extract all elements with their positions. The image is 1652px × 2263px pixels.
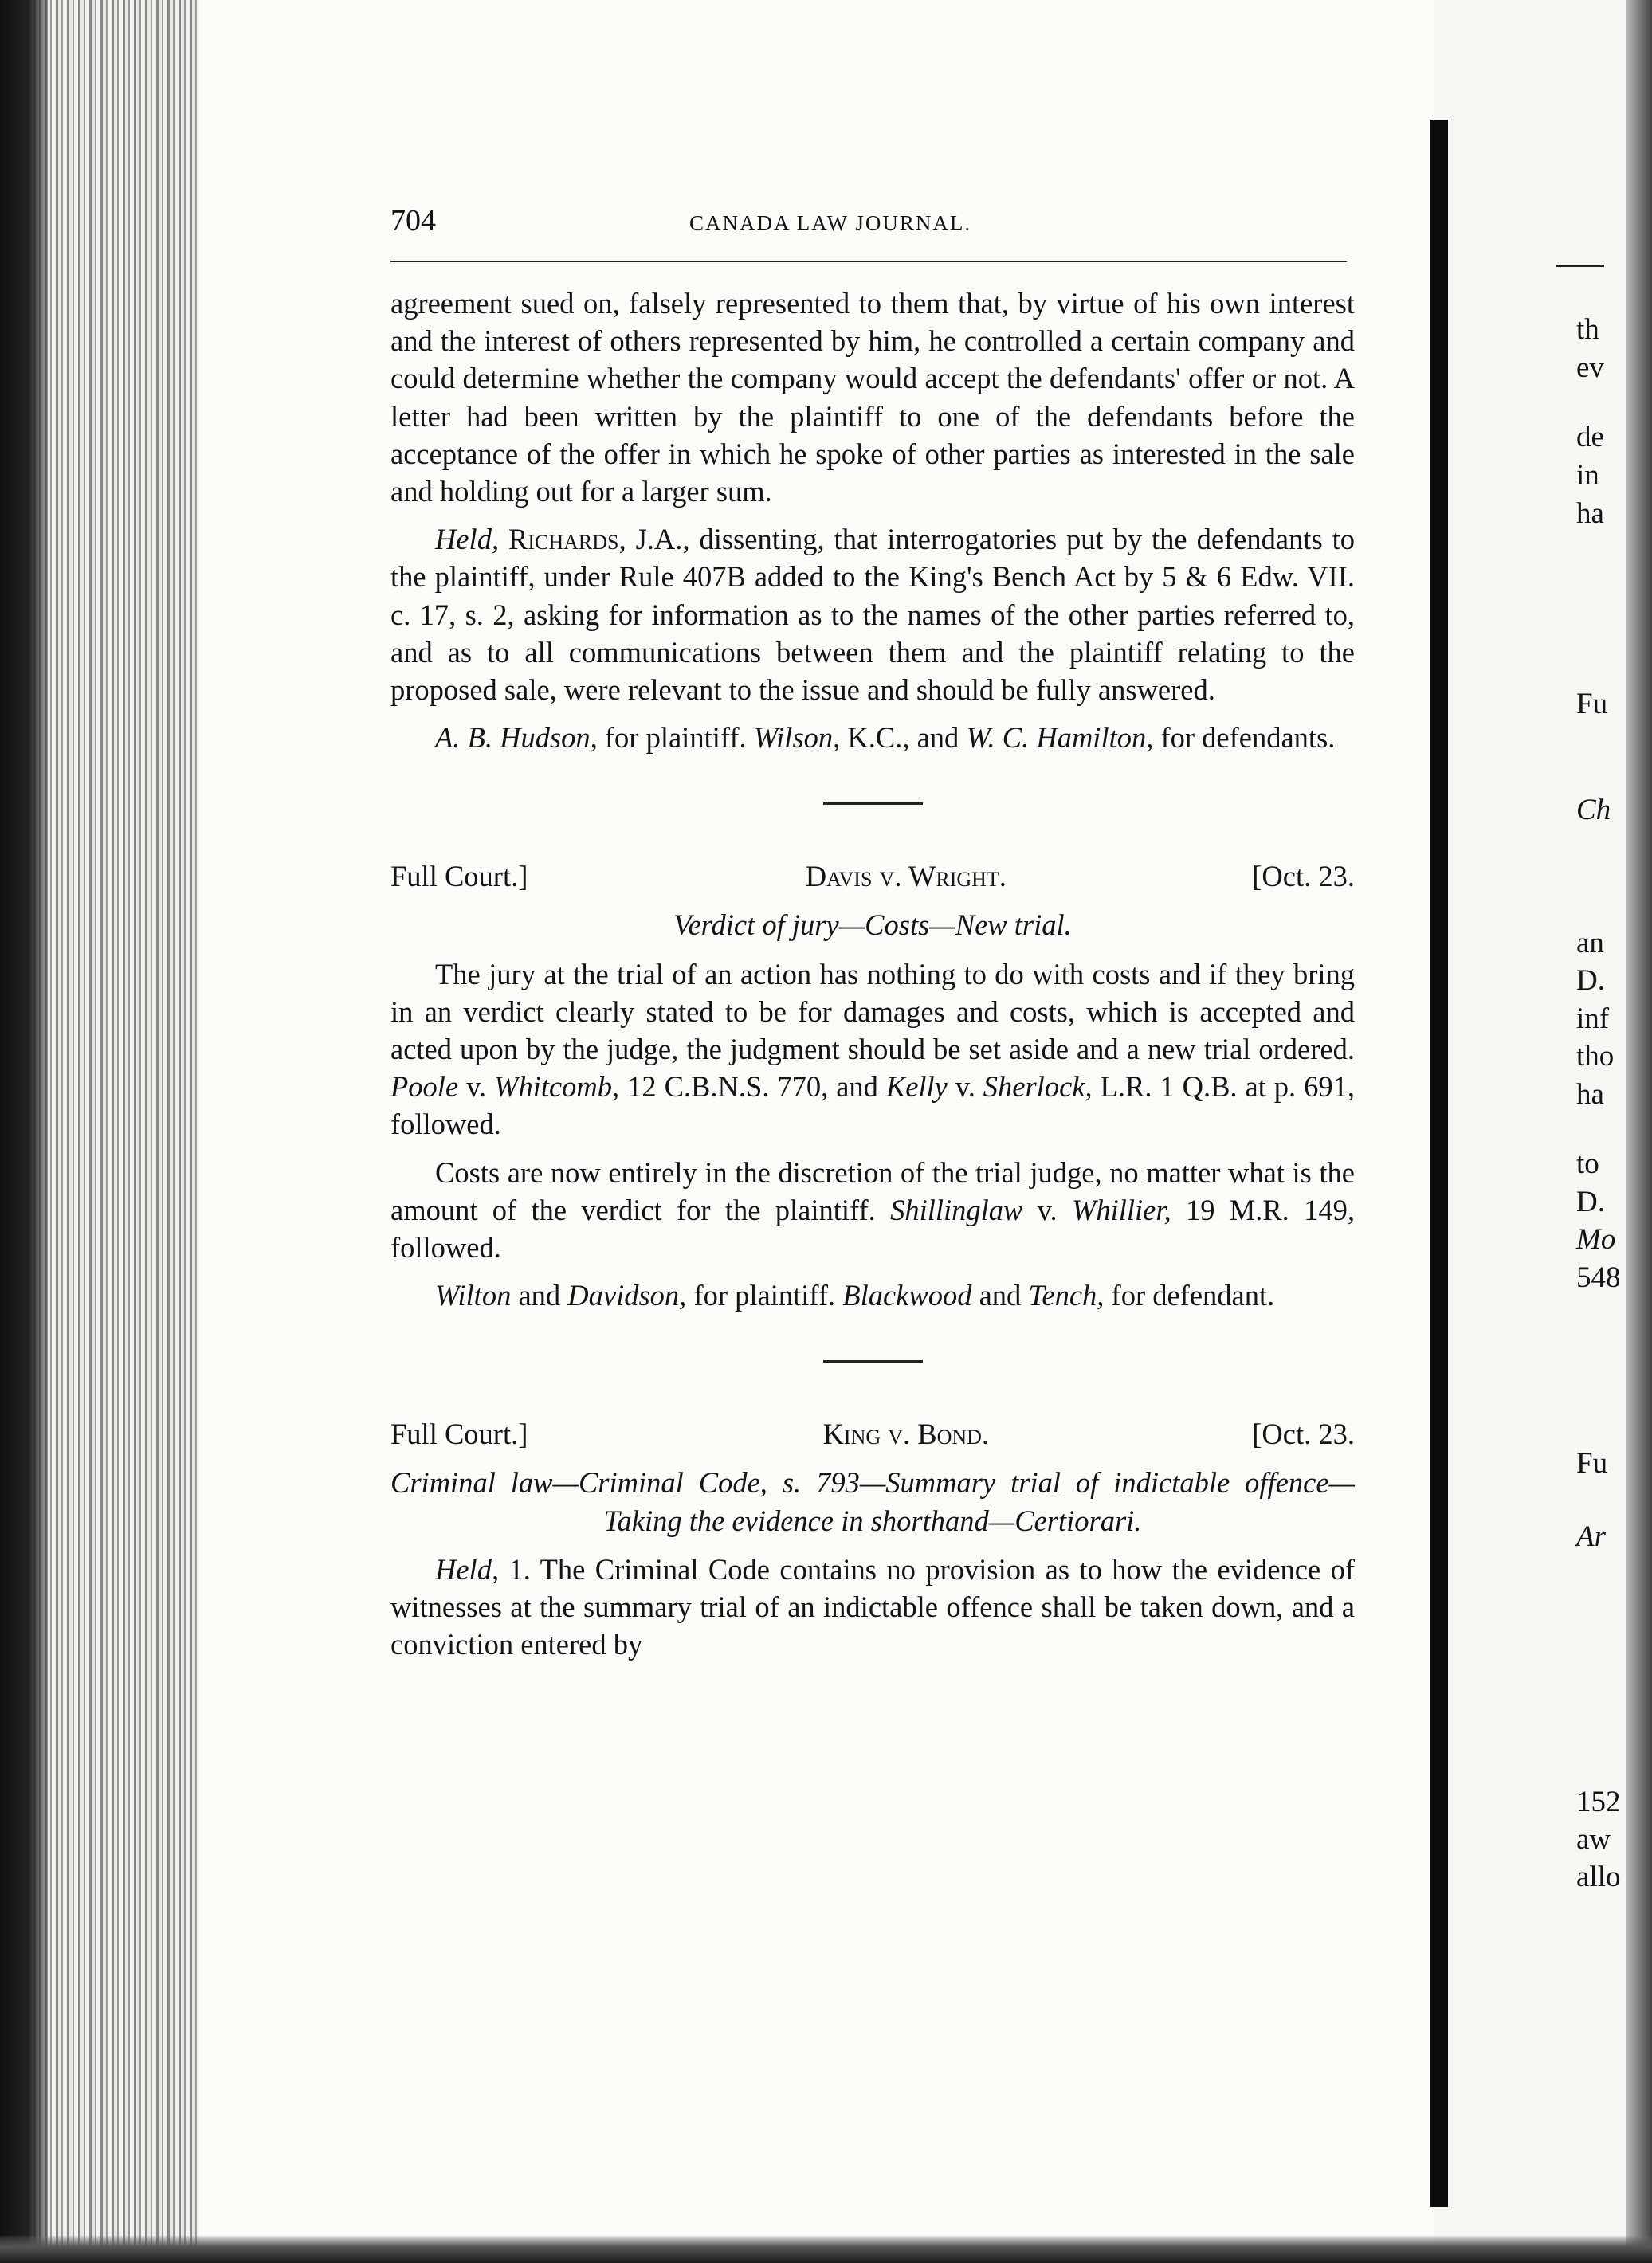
citation-v: v. [1022,1193,1072,1226]
case-topic: Criminal law—Criminal Code, s. 793—Summary trial of indictable offence—Taking the evidence in shorthand—Certiorari. [390,1466,1355,1537]
adjacent-fragment: in [1576,459,1599,492]
page-header [390,203,1355,251]
case-date: [Oct. 23. [1252,1418,1355,1451]
counsel-role: for plaintiff. [597,721,754,755]
counsel-name: Tench, [1028,1279,1105,1312]
case-paragraph [390,955,1355,1143]
citation-party: Shillinglaw [890,1193,1023,1226]
counsel-role: for plaintiff. [686,1279,843,1312]
counsel-name: A. B. Hudson, [435,721,598,755]
case-heading [390,1415,1355,1453]
page-number: 704 [390,204,436,237]
adjacent-page [1434,0,1652,2263]
adjacent-fragment: Ar [1576,1520,1606,1553]
adjacent-fragment: th [1576,313,1599,346]
court-label: Full Court.] [390,1418,528,1451]
header-rule [390,261,1347,262]
counsel-name: Wilson, [753,721,841,755]
book-spine-shadow [0,0,48,2263]
case-paragraph [390,1154,1355,1267]
counsel-role: for defendant. [1104,1279,1275,1312]
counsel-paragraph [390,719,1355,756]
judge-name: Richards [508,523,619,556]
counsel-conjunction: and [971,1279,1029,1312]
case-topic: Verdict of jury—Costs—New trial. [673,908,1072,942]
citation-party: Kelly [885,1070,948,1104]
adjacent-page-edge [1626,0,1652,2263]
adjacent-fragment: ev [1576,351,1604,384]
adjacent-fragment: Ch [1576,794,1611,826]
counsel-name: Davidson, [567,1279,687,1312]
adjacent-fragment: ha [1576,1078,1604,1111]
held-label: Held, [435,1552,500,1586]
counsel-conjunction: and [511,1279,568,1312]
adjacent-fragment: D. [1576,964,1605,997]
held-paragraph [390,520,1355,708]
adjacent-fragment: allo [1576,1861,1621,1893]
scan-bottom-edge [0,2236,1652,2263]
held-label: Held, [435,523,500,556]
case-title: Davis v. Wright. [805,860,1007,893]
citation-v: v. [947,1070,983,1104]
case-date: [Oct. 23. [1252,860,1355,893]
citation-party: Whitcomb, [494,1070,620,1104]
adjacent-fragment: Fu [1576,688,1608,720]
adjacent-fragment: to [1576,1147,1599,1180]
counsel-role: for defendants. [1153,721,1336,755]
counsel-name: Wilton [435,1279,512,1312]
citation-party: Poole [390,1070,459,1104]
adjacent-fragment: de [1576,421,1604,453]
continued-paragraph: agreement sued on, falsely represented to them that, by virtue of his own interest and the interest of others represented by him, he controlled a certain company and could determine whether the company would accept the defendants' offer or not. A letter had been written by the plaintiff to one of the defendants before the acceptance of the offer in which he spoke of other parties as interested in the sale and holding out for a larger sum. [390,287,1355,508]
running-head: CANADA LAW JOURNAL. [689,211,972,235]
section-separator [823,802,923,805]
journal-page [390,203,1355,1663]
adjacent-fragment: tho [1576,1040,1615,1073]
held-text: , J.A., dissenting, that interrogatories put by the defendants to the plaintiff, under Rule 407B added to the King's Bench Act by 5 & 6 Edw. VII. c. 17, s. 2, asking for information as to the names of the other parties referred to, and as to all communications between them and the plaintiff relating to the proposed sale, were relevant to the issue and should be fully answered. [390,523,1356,707]
adjacent-fragment: ha [1576,497,1604,530]
court-label: Full Court.] [390,860,528,893]
adjacent-fragment: Fu [1576,1447,1608,1480]
adjacent-fragment: 152 [1576,1786,1621,1818]
adjacent-fragment: D. [1576,1186,1605,1218]
case-text: The jury at the trial of an action has nothing to do with costs and if they bring in an verdict clearly stated to be for damages and costs, which is accepted and acted upon by the judge, the judgment should be set aside and a new trial ordered. [390,957,1355,1066]
case-text: Costs are now entirely in the discretion of the trial judge, no matter what is the amount of the verdict for the plaintiff. [390,1155,1355,1226]
citation-v: v. [458,1070,495,1104]
held-text: 1. The Criminal Code contains no provision as to how the evidence of witnesses at the summary trial of an indictable offence shall be taken down, and a conviction entered by [390,1552,1355,1661]
section-separator [823,1360,923,1363]
counsel-name: Blackwood [842,1279,972,1312]
counsel-name: W. C. Hamilton, [966,721,1154,755]
adjacent-fragment: inf [1576,1002,1610,1035]
citation-reference: 19 M.R. 149, followed. [390,1193,1355,1265]
case-heading [390,857,1355,895]
case-title: King v. Bond. [822,1418,990,1451]
adjacent-fragment: aw [1576,1823,1611,1856]
citation-party: Sherlock, [983,1070,1093,1104]
adjacent-page-shadow [1430,120,1448,2207]
adjacent-fragment: 548 [1576,1261,1621,1294]
held-paragraph [390,1551,1355,1664]
citation-reference: L.R. 1 Q.B. at p. 691, followed. [390,1070,1355,1141]
adjacent-fragment: an [1576,927,1604,959]
counsel-paragraph [390,1277,1355,1314]
adjacent-page-rule [1556,265,1604,267]
citation-reference: 12 C.B.N.S. 770, and [619,1070,886,1104]
adjacent-fragment: Mo [1576,1223,1616,1256]
counsel-role: K.C., and [840,721,967,755]
citation-party: Whillier, [1071,1193,1171,1226]
